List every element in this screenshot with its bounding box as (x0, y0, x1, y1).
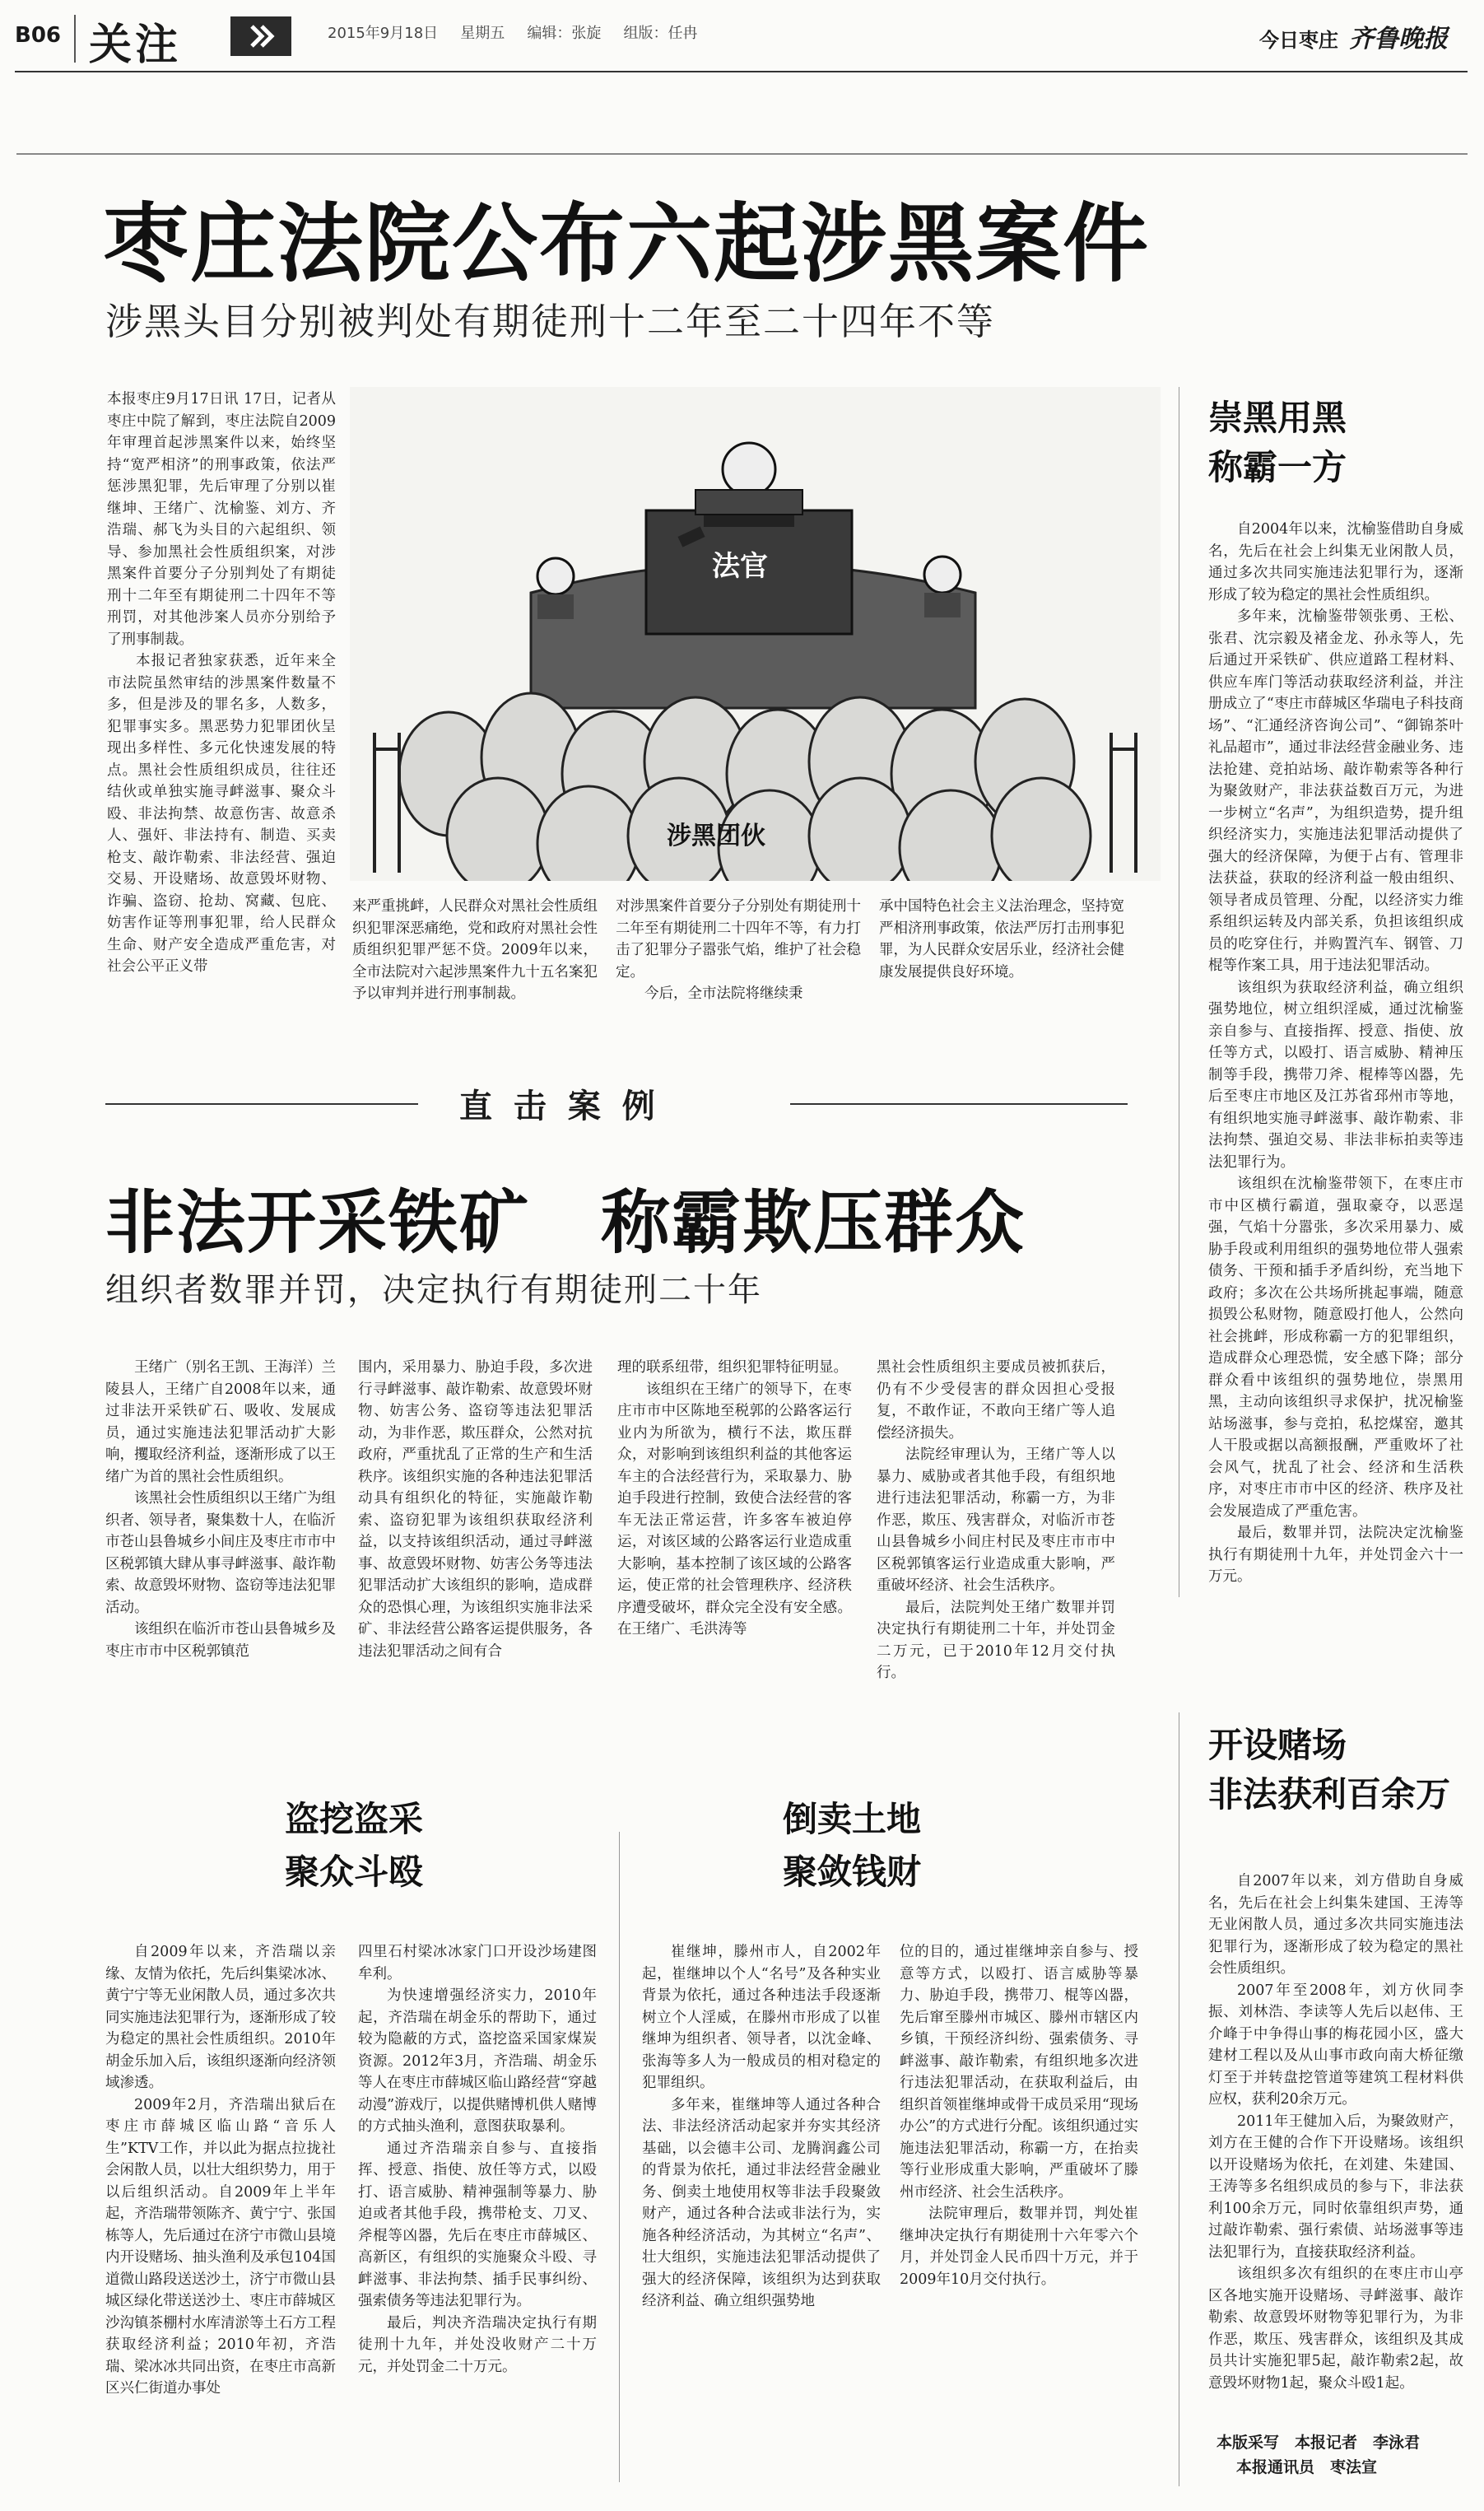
case3-paragraph: 崔继坤，滕州市人，自2002年起，崔继坤以个人“名号”及各种实业背景为依托，通过各种违法手段逐渐树立个人淫威，在滕州市形成了以崔继坤为组织者、领导者，以沈金峰、张海等多人为一般成员的相对稳定的犯罪组织。 (642, 1944, 881, 2091)
case3-paragraph: 位的目的，通过崔继坤亲自参与、授意等方式，以殴打、语言威胁等暴力、胁迫手段，携带刀、棍等凶器，先后窜至滕州市城区、滕州市辖区内乡镇，干预经济纠纷、强索债务、寻衅滋事、敲诈勒索，有组织地多次进行违法犯罪活动，在获取利益后，由组织首领崔继坤或骨干成员采用“现场办公”的方式进行分配。该组织通过实施违法犯罪活动，称霸一方，在抬卖等行业形成重大影响，严重破坏了滕州市经济、社会生活秩序。 (900, 1944, 1138, 2201)
issue-date: 2015年9月18日 (328, 25, 439, 42)
case1-col-4 (877, 1357, 1115, 1735)
side2-body (1208, 1870, 1463, 2422)
header-rule (15, 71, 1468, 72)
case3-col-2 (900, 1941, 1138, 2468)
lead-paragraph: 本报枣庄9月17日讯 17日，记者从枣庄中院了解到，枣庄法院自2009年审理首起涉黑案件以来，始终坚持“宽严相济”的刑事政策，依法严惩涉黑犯罪，先后审理了分别以崔继坤、王绪广、沈榆鉴、刘方、齐浩瑞、郝飞为头目的六起组织、领导、参加黑社会性质组织案，对涉黑案件首要分子分别判处了有期徒刑十二年至有期徒刑二十四年不等刑罚，对其他涉案人员亦分别给予了刑事制裁。 (107, 391, 336, 648)
case2-title-line2: 聚众斗殴 (284, 1852, 423, 1892)
side1-body (1208, 519, 1463, 1671)
paper-name: 齐鲁晚报 (1349, 25, 1449, 54)
band-rule-left (105, 1103, 418, 1105)
side2-title-line2: 非法获利百余万 (1208, 1774, 1451, 1815)
lead-subhead: 涉黑头目分别被判处有期徒刑十二年至二十四年不等 (105, 300, 996, 343)
case2-paragraph: 最后，判决齐浩瑞决定执行有期徒刑十九年，并处没收财产二十万元，并处罚金二十万元。 (358, 2314, 597, 2375)
byline-correspondent: 本报通讯员 枣法宣 (1236, 2458, 1378, 2476)
case3-title-line2: 聚敛钱财 (782, 1852, 921, 1892)
lead-paragraph: 对涉黑案件首要分子分别处有期徒刑十二年至有期徒刑二十四年不等，有力打击了犯罪分子嚣张气焰，维护了社会稳定。 (616, 898, 861, 981)
band-label: 直 击 案 例 (459, 1088, 660, 1125)
section-arrow-icon (230, 16, 291, 56)
side1-paragraph: 自2004年以来，沈榆鉴借助自身威名，先后在社会上纠集无业闲散人员，通过多次共同实施违法犯罪行为，逐渐形成了较为稳定的黑社会性质组织。 (1208, 521, 1463, 603)
case3-paragraph: 多年来，崔继坤等人通过各种合法、非法经济活动起家并夯实其经济基础，以会德丰公司、龙腾润鑫公司的背景为依托，通过非法经营金融业务、倒卖土地使用权等非法手段聚敛财产，通过各种合法或非法行为，实施各种经济活动，为其树立“名声”、壮大组织，实施违法犯罪活动提供了强大的经济保障，该组织为达到获取经济利益、确立组织强势地 (642, 2096, 881, 2309)
lead-paragraph: 今后，全市法院将继续秉 (644, 985, 803, 1002)
case1-col-1 (105, 1357, 336, 1735)
side2-paragraph: 自2007年以来，刘方借助自身威名，先后在社会上纠集朱建国、王涛等无业闲散人员，通过多次共同实施违法犯罪行为，逐渐形成了较为稳定的黑社会性质组织。 (1208, 1873, 1463, 1977)
masthead (1259, 18, 1448, 54)
case2-title (230, 1793, 477, 1898)
side2-title-line1: 开设赌场 (1208, 1725, 1347, 1765)
case2-col-1 (105, 1941, 336, 2468)
side2-paragraph: 2007年至2008年，刘方伙同李振、刘林浩、李读等人先后以赵伟、王介峰于中争得山事的梅花园小区，盛大建材工程以及从山事市政向南大桥征缴灯至于并转盘挖管道等建筑工程材料供应权，获利20余万元。 (1208, 1982, 1463, 2108)
lead-col-4 (879, 896, 1124, 1044)
case2-paragraph: 四里石村梁冰冰家门口开设沙场建图牟利。 (358, 1944, 597, 1982)
side1-title-line2: 称霸一方 (1208, 447, 1347, 487)
case1-paragraph: 该黑社会性质组织以王绪广为组织者、领导者，聚集数十人，在临沂市苍山县鲁城乡小间庄及枣庄市市中区税郭镇大肆从事寻衅滋事、敲诈勒索、故意毁坏财物、盗窃等违法犯罪活动。 (105, 1490, 336, 1616)
case1-headline: 非法开采铁矿 称霸欺压群众 (105, 1182, 1026, 1263)
case1-col-2 (358, 1357, 593, 1735)
side2-paragraph: 2011年王健加入后，为聚敛财产，刘方在王健的合作下开设赌场。该组织以开设赌场为依托，在刘建、朱建国、王涛等多名组织成员的参与下，非法获利100余万元，同时依靠组织声势，通过敲诈勒索、强行索债、站场滋事等违法犯罪行为，直接获取经济利益。 (1208, 2113, 1463, 2261)
lead-paragraph: 承中国特色社会主义法治理念，坚持宽严相济刑事政策，依法严厉打击刑事犯罪，为人民群众安居乐业，经济社会健康发展提供良好环境。 (879, 898, 1124, 981)
side1-title (1208, 394, 1347, 492)
case2-paragraph: 自2009年以来，齐浩瑞以亲缘、友情为依托，先后纠集梁冰冰、黄宁宁等无业闲散人员，通过多次共同实施违法犯罪行为，逐渐形成了较为稳定的黑社会性质组织。2010年胡金乐加入后，该组织逐渐向经济领域渗透。 (105, 1944, 336, 2091)
judge-label: 法官 (712, 550, 768, 583)
case2-paragraph: 2009年2月，齐浩瑞出狱后在枣庄市薛城区临山路“音乐人生”KTV工作，并以此为据点拉拢社会闲散人员，以壮大组织势力，用于以后组织活动。自2009年上半年起，齐浩瑞带领陈齐、黄宁宁、张国栋等人，先后通过在济宁市微山县境内开设赌场、抽头渔利及承包104国道微山路段送送沙土，济宁市微山县城区绿化带送送沙土、枣庄市薛城区沙沟镇茶棚村水库清淤等土石方工程获取经济利益；2010年初，齐浩瑞、梁冰冰共同出资，在枣庄市高新区兴仁街道办事处 (105, 2096, 336, 2397)
edition-name: 今日枣庄 (1259, 29, 1338, 52)
side1-paragraph: 多年来，沈榆鉴带领张勇、王松、张君、沈宗毅及褚金龙、孙永等人，先后通过开采铁矿、供应道路工程材料、供应车库门等活动获取经济利益，并注册成立了“枣庄市薛城区华瑞电子科技商场”、“汇通经济咨询公司”、“御锦茶叶礼品超市”，通过非法经营金融业务、违法抢建、竞拍站场、敲诈勒索等各种行为聚敛财产，非法获益数百万元，为进一步树立“名声”，为组织造势，提升组织经济实力，实施违法犯罪活动提供了强大的经济保障，为便于占有、管理非法获益，获取的经济利益一般由组织、领导者成员管理、分配，以经济实力维系组织运转及内部关系，负担该组织成员的吃穿住行，并购置汽车、钢管、刀棍等作案工具，用于违法犯罪活动。 (1208, 608, 1463, 974)
case1-paragraph: 该组织在王绪广的领导下，在枣庄市市中区陈地至税郭的公路客运行业内为所欲为，横行不法，欺压群众，对影响到该组织利益的其他客运车主的合法经营行为，采取暴力、胁迫手段进行控制，致使合法经营的客车无法正常运营，许多客车被迫停运，对该区域的公路客运行业造成重大影响，基本控制了该区域的公路客运，使正常的社会管理秩序、经济秩序遭受破坏，群众完全没有安全感。在王绪广、毛洪涛等 (617, 1381, 852, 1638)
issue-weekday: 星期五 (460, 25, 505, 42)
side1-paragraph: 最后，数罪并罚，法院决定沈榆鉴执行有期徒刑十九年，并处罚金六十一万元。 (1208, 1525, 1463, 1585)
case1-paragraph: 该组织在临沂市苍山县鲁城乡及枣庄市市中区税郭镇范 (105, 1621, 336, 1660)
case2-paragraph: 为快速增强经济实力，2010年起，齐浩瑞在胡金乐的帮助下，通过较为隐蔽的方式，盗挖盗采国家煤炭资源。2012年3月，齐浩瑞、胡金乐等人在枣庄市薛城区临山路经营“穿越动漫”游戏厅，以提供赌博机供人赌博的方式抽头渔利，意图获取暴利。 (358, 1987, 597, 2135)
case-divider (619, 1832, 620, 2482)
layout-editor: 组版：任冉 (623, 25, 698, 42)
case1-paragraph: 最后，法院判处王绪广数罪并罚决定执行有期徒刑二十年，并处罚金二万元，已于2010年12月交付执行。 (877, 1599, 1115, 1681)
case2-title-line1: 盗挖盗采 (284, 1799, 423, 1839)
case3-title (728, 1793, 975, 1898)
editor: 编辑：张旋 (527, 25, 602, 42)
case1-paragraph: 围内，采用暴力、胁迫手段，多次进行寻衅滋事、敲诈勒索、故意毁坏财物、妨害公务、盗窃等违法犯罪活动，为非作恶，欺压群众，公然对抗政府，严重扰乱了正常的生产和生活秩序。该组织实施的各种违法犯罪活动具有组织化的特征，实施敲诈勒索、盗窃犯罪为该组织获取经济利益，以支持该组织活动，通过寻衅滋事、故意毁坏财物、妨害公务等违法犯罪活动扩大该组织的影响，造成群众的恐惧心理，为该组织实施非法采矿、非法经营公路客运提供服务，各违法犯罪活动之间有合 (358, 1359, 593, 1660)
case3-paragraph: 法院审理后，数罪并罚，判处崔继坤决定执行有期徒刑十六年零六个月，并处罚金人民币四十万元，并于2009年10月交付执行。 (900, 2206, 1138, 2288)
court-illustration (350, 387, 1161, 881)
case1-col-3 (617, 1357, 852, 1735)
byline-reporter: 本版采写 本报记者 李泳君 (1217, 2434, 1421, 2452)
case1-subhead: 组织者数罪并罚，决定执行有期徒刑二十年 (105, 1271, 762, 1309)
case1-paragraph: 理的联系纽带，组织犯罪特征明显。 (617, 1359, 848, 1376)
case1-paragraph: 王绪广（别名王凯、王海洋）兰陵县人，王绪广自2008年以来，通过非法开采铁矿石、吸收、发展成员，通过实施违法犯罪活动扩大影响，攫取经济利益，逐渐形成了以王绪广为首的黑社会性质组织。 (105, 1359, 336, 1485)
lead-col-1 (107, 389, 336, 1031)
lead-col-2 (352, 896, 598, 1044)
case2-paragraph: 通过齐浩瑞亲自参与、直接指挥、授意、指使、放任等方式，以殴打、语言威胁、精神强制等暴力、胁迫或者其他手段，携带枪支、刀叉、斧棍等凶器，先后在枣庄市薛城区、高新区，有组织的实施聚众斗殴、寻衅滋事、非法拘禁、插手民事纠纷、强索债务等违法犯罪行为。 (358, 2140, 597, 2309)
lead-paragraph: 本报记者独家获悉，近年来全市法院虽然审结的涉黑案件数量不多，但是涉及的罪名多，人数多，犯罪事实多。黑恶势力犯罪团伙呈现出多样性、多元化快速发展的特点。黑社会性质组织成员，往往还结伙或单独实施寻衅滋事、聚众斗殴、非法拘禁、故意伤害、故意杀人、强奸、非法持有、制造、买卖枪支、敲诈勒索、非法经营、强迫交易、开设赌场、故意毁坏财物、诈骗、盗窃、抢劫、窝藏、包庇、妨害作证等刑事犯罪，给人民群众生命、财产安全造成严重危害，对社会公平正义带 (107, 653, 336, 975)
lead-top-rule (16, 153, 1468, 155)
section-title: 关注 (89, 21, 182, 70)
side1-paragraph: 该组织为获取经济利益，确立组织强势地位，树立组织淫威，通过沈榆鉴亲自参与、直接指挥、授意、指使、放任等方式，以殴打、语言威胁、精神压制等手段，携带刀斧、棍棒等凶器，先后至枣庄市地区及江苏省邳州市等地，有组织地实施寻衅滋事、敲诈勒索、非法拘禁、强迫交易、非法非标拍卖等违法犯罪行为。 (1208, 979, 1463, 1171)
header-meta (328, 21, 821, 43)
case3-col-1 (642, 1941, 881, 2468)
side2-title (1208, 1721, 1450, 1819)
crowd-label: 涉黑团伙 (667, 822, 765, 850)
band-rule-right (790, 1103, 1128, 1105)
case1-paragraph: 黑社会性质组织主要成员被抓获后，仍有不少受侵害的群众因担心受报复，不敢作证，不敢向王绪广等人追偿经济损失。 (877, 1359, 1115, 1442)
case2-col-2 (358, 1941, 597, 2468)
case1-paragraph: 法院经审理认为，王绪广等人以暴力、威胁或者其他手段，有组织地进行违法犯罪活动，称霸一方，为非作恶，欺压、残害群众，对临沂市苍山县鲁城乡小间庄村民及枣庄市市中区税郭镇客运行业造成重大影响，严重破坏经济、社会生活秩序。 (877, 1447, 1115, 1594)
lead-col-3 (616, 896, 861, 1044)
byline (1217, 2430, 1420, 2480)
lead-headline: 枣庄法院公布六起涉黑案件 (103, 193, 1151, 294)
side1-paragraph: 该组织在沈榆鉴带领下，在枣庄市市中区横行霸道，强取豪夺，以恶逞强，气焰十分嚣张，多次采用暴力、威胁手段或利用组织的强势地位带人强索债务、干预和插手矛盾纠纷，充当地下政府；多次在公共场所挑起事端，随意损毁公私财物，随意殴打他人，公然向社会挑衅，形成称霸一方的犯罪组织，造成群众心理恐慌，安全感下降；部分群众看中该组织的强势地位，崇黑用黑，主动向该组织寻求保护，扰况榆鉴站场滋事，参与竞拍，私挖煤窑，邀其人干股或据以高额报酬，严重败坏了社会风气，扰乱了社会、经济和生活秩序，对枣庄市市中区的经济、秩序及社会发展造成了严重危害。 (1208, 1176, 1463, 1520)
side2-paragraph: 该组织多次有组织的在枣庄市山亭区各地实施开设赌场、寻衅滋事、敲诈勒索、故意毁坏财物等犯罪行为，为非作恶，欺压、残害群众，该组织及其成员共计实施犯罪5起，敲诈勒索2起，故意毁坏财物1起，聚众斗殴1起。 (1208, 2266, 1463, 2392)
side1-title-line1: 崇黑用黑 (1208, 398, 1347, 438)
header-divider (74, 15, 76, 63)
lead-paragraph: 来严重挑衅，人民群众对黑社会性质组织犯罪深恶痛绝，党和政府对黑社会性质组织犯罪严惩不贷。2009年以来，全市法院对六起涉黑案件九十五名案犯予以审判并进行刑事制裁。 (352, 898, 598, 1002)
case3-title-line1: 倒卖土地 (782, 1799, 921, 1839)
page-number: B06 (15, 23, 61, 48)
